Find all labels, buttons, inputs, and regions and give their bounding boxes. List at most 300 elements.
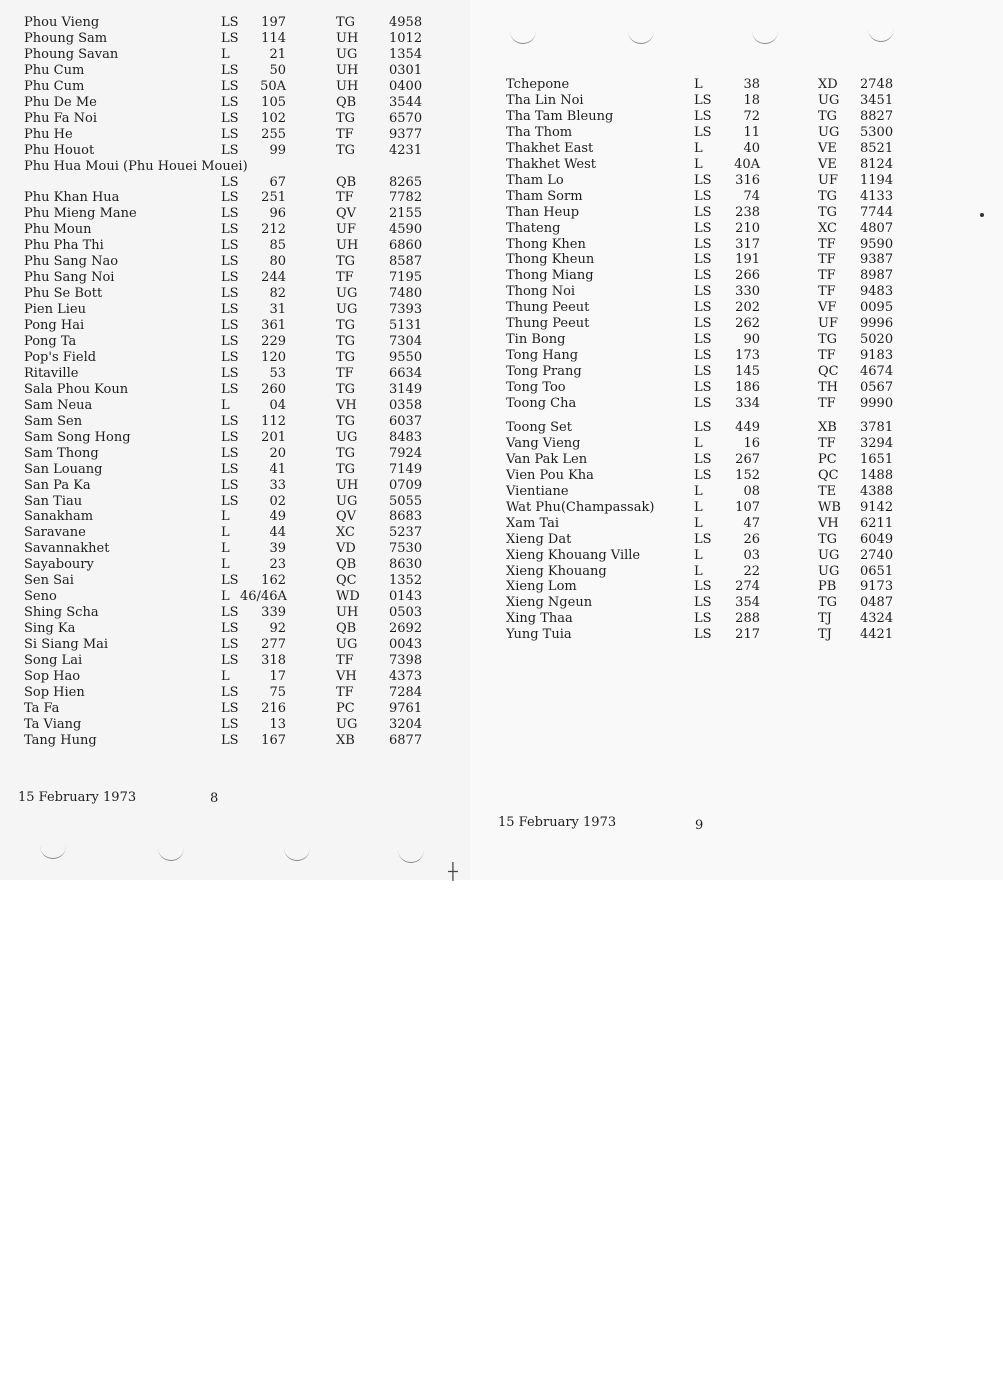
cell-code: 1012 — [389, 30, 423, 46]
cell-name: Thateng — [506, 220, 561, 236]
cell-grid: XD — [818, 77, 838, 92]
table-row — [0, 446, 470, 462]
cell-name: Xieng Khouang — [506, 563, 607, 579]
cell-code: 0301 — [389, 62, 423, 78]
table-row — [470, 548, 1003, 564]
cell-num: 354 — [735, 595, 760, 611]
cell-grid: TE — [818, 483, 837, 499]
cell-type: LS — [221, 286, 239, 302]
cell-code: 9590 — [860, 236, 894, 252]
cell-code: 2748 — [860, 77, 894, 92]
cell-num: 317 — [735, 236, 760, 252]
cell-type: LS — [694, 396, 712, 411]
cell-num: 41 — [269, 461, 286, 477]
cell-code: 0709 — [389, 477, 423, 493]
cell-code: 1194 — [860, 172, 894, 188]
cell-code: 0651 — [860, 563, 894, 579]
cell-type: LS — [221, 270, 239, 286]
table-row — [0, 334, 470, 350]
cell-type: LS — [221, 653, 239, 668]
cell-code: 4388 — [860, 483, 894, 499]
cell-grid: TG — [818, 531, 838, 547]
cell-code: 0567 — [860, 380, 894, 396]
cell-code: 7480 — [389, 286, 423, 302]
cell-grid: UF — [818, 316, 838, 332]
cell-num: 96 — [269, 206, 286, 222]
table-row — [0, 31, 470, 47]
table-row — [0, 509, 470, 525]
table-row — [470, 452, 1003, 468]
cell-num: 145 — [735, 364, 760, 380]
cell-type: L — [221, 557, 230, 573]
cell-code: 8827 — [860, 108, 894, 124]
cell-grid: UH — [336, 62, 359, 78]
cell-code: 1651 — [860, 451, 894, 467]
cell-num: 49 — [269, 509, 286, 525]
cell-num: 11 — [743, 124, 760, 140]
cell-num: 105 — [261, 94, 286, 110]
cell-type: LS — [221, 684, 239, 700]
cell-code: 4674 — [860, 364, 894, 380]
cell-type: L — [694, 515, 703, 531]
cell-num: 102 — [261, 110, 286, 126]
cell-grid: UG — [336, 429, 358, 445]
table-row — [0, 159, 470, 175]
table-row — [470, 125, 1003, 141]
cell-grid: TF — [818, 236, 836, 252]
cell-name: Van Pak Len — [506, 451, 588, 467]
cell-code: 4807 — [860, 220, 894, 236]
cell-type: L — [221, 46, 230, 62]
cell-type: LS — [221, 142, 239, 158]
cell-grid: TG — [818, 595, 838, 611]
cell-num: 173 — [735, 348, 760, 364]
cell-code: 6570 — [389, 110, 423, 126]
cell-name: Tong Prang — [506, 364, 582, 380]
footer-date-left: 15 February 1973 — [18, 790, 137, 805]
cell-grid: TG — [336, 318, 356, 334]
cell-num: 152 — [735, 467, 760, 483]
cell-code: 7398 — [389, 653, 423, 668]
table-row — [0, 589, 470, 605]
cell-num: 167 — [261, 732, 286, 748]
speck-mark — [980, 213, 984, 217]
cell-num: 85 — [269, 238, 286, 254]
cell-code: 7924 — [389, 445, 423, 461]
cell-name: Phu Cum — [24, 62, 85, 78]
cell-grid: UG — [818, 92, 840, 108]
cell-num: 23 — [269, 557, 286, 573]
cell-name: Vien Pou Kha — [506, 467, 594, 483]
cell-type: LS — [221, 621, 239, 637]
cell-type: LS — [221, 716, 239, 732]
cell-name: Tong Too — [506, 380, 566, 396]
table-row — [0, 254, 470, 270]
cell-type: LS — [221, 349, 239, 365]
cell-name: Phu Khan Hua — [24, 190, 120, 206]
cell-code: 3781 — [860, 419, 894, 435]
cell-num: 31 — [269, 302, 286, 318]
cell-code: 7530 — [389, 541, 423, 557]
cell-num: 67 — [269, 174, 286, 190]
cell-grid: TJ — [818, 611, 832, 627]
cell-grid: TG — [336, 334, 356, 349]
cell-name: Xam Tai — [506, 515, 560, 531]
cell-num: 16 — [743, 435, 760, 451]
cell-grid: QB — [336, 621, 357, 637]
cell-type: LS — [694, 204, 712, 220]
table-row — [470, 364, 1003, 380]
table-row — [470, 436, 1003, 452]
cell-code: 0358 — [389, 397, 423, 413]
cell-num: 17 — [269, 668, 286, 684]
cell-code: 0143 — [389, 589, 423, 605]
table-row — [0, 302, 470, 318]
cell-code: 8521 — [860, 140, 894, 156]
table-row — [470, 316, 1003, 332]
cell-num: 267 — [735, 451, 760, 467]
cell-grid: TG — [818, 108, 838, 124]
cell-num: 40 — [743, 140, 760, 156]
cell-name: Tham Sorm — [506, 188, 583, 204]
cell-code: 5300 — [860, 124, 894, 140]
cell-name: Tha Lin Noi — [506, 92, 584, 108]
cell-name: Xing Thaa — [506, 611, 573, 627]
cell-grid: QC — [818, 364, 839, 380]
cell-name: Phu He — [24, 126, 73, 142]
cell-type: LS — [221, 174, 239, 190]
cell-name: Sen Sai — [24, 573, 74, 589]
cell-type: LS — [221, 78, 239, 94]
table-row — [470, 468, 1003, 484]
cell-code: 8265 — [389, 174, 423, 190]
cell-type: L — [694, 140, 703, 156]
cell-type: L — [221, 589, 230, 605]
cell-type: LS — [694, 92, 712, 108]
table-row — [470, 141, 1003, 157]
table-row — [0, 127, 470, 143]
cell-name: Si Siang Mai — [24, 637, 109, 653]
cell-name: Saravane — [24, 525, 86, 541]
cell-type: LS — [694, 579, 712, 595]
table-row — [0, 63, 470, 79]
cell-type: LS — [694, 419, 712, 435]
cell-type: LS — [221, 493, 239, 509]
table-row — [0, 717, 470, 733]
table-row — [470, 300, 1003, 316]
cell-name: Song Lai — [24, 653, 83, 668]
cell-grid: QB — [336, 557, 357, 573]
cell-code: 1488 — [860, 467, 894, 483]
cell-type: L — [694, 483, 703, 499]
cell-type: LS — [221, 94, 239, 110]
table-row — [0, 414, 470, 430]
cell-num: 38 — [743, 77, 760, 92]
cell-type: LS — [694, 284, 712, 300]
cell-name: Vang Vieng — [506, 435, 581, 451]
cell-grid: QV — [336, 206, 357, 222]
cell-num: 04 — [269, 397, 286, 413]
cell-code: 7195 — [389, 270, 423, 286]
registration-cross-icon: ┼ — [448, 862, 458, 881]
cell-code: 8587 — [389, 254, 423, 270]
cell-grid: QV — [336, 509, 357, 525]
cell-type: LS — [221, 429, 239, 445]
cell-grid: TF — [336, 190, 354, 206]
table-row — [0, 525, 470, 541]
table-row — [0, 366, 470, 382]
cell-type: LS — [221, 254, 239, 270]
cell-name: Phu Se Bott — [24, 286, 103, 302]
cell-num: 92 — [269, 621, 286, 637]
cell-num: 02 — [269, 493, 286, 509]
cell-type: L — [221, 397, 230, 413]
cell-code: 4324 — [860, 611, 894, 627]
cell-name: Seno — [24, 589, 57, 605]
table-row — [470, 380, 1003, 396]
table-row — [0, 95, 470, 111]
cell-name: Xieng Lom — [506, 579, 577, 595]
cell-name: Wat Phu(Champassak) — [506, 499, 655, 515]
cell-type: LS — [694, 268, 712, 284]
cell-type: LS — [221, 573, 239, 589]
cell-type: LS — [221, 190, 239, 206]
cell-name: Tchepone — [506, 77, 570, 92]
cell-code: 9990 — [860, 396, 894, 411]
table-row — [0, 733, 470, 749]
cell-num: 266 — [735, 268, 760, 284]
cell-type: LS — [694, 348, 712, 364]
cell-num: 46/46A — [240, 589, 287, 605]
cell-type: LS — [694, 300, 712, 316]
cell-num: 21 — [269, 46, 286, 62]
cell-code: 2740 — [860, 547, 894, 563]
table-row — [0, 350, 470, 366]
table-row — [470, 532, 1003, 548]
cell-code: 6211 — [860, 515, 894, 531]
cell-type: L — [694, 77, 703, 92]
cell-grid: UG — [818, 563, 840, 579]
cell-grid: UH — [336, 30, 359, 46]
cell-code: 1354 — [389, 46, 423, 62]
cell-grid: XB — [336, 732, 355, 748]
cell-type: LS — [694, 364, 712, 380]
cell-num: 33 — [269, 477, 286, 493]
cell-code: 2155 — [389, 206, 423, 222]
cell-code: 5237 — [389, 525, 423, 541]
cell-grid: UG — [336, 716, 358, 732]
cell-name: Thakhet East — [506, 140, 594, 156]
cell-grid: TH — [818, 380, 839, 396]
cell-code: 7284 — [389, 684, 423, 700]
cell-type: LS — [221, 381, 239, 397]
cell-code: 0095 — [860, 300, 894, 316]
table-row — [0, 206, 470, 222]
cell-name: Phu Sang Noi — [24, 270, 115, 286]
table-row — [470, 396, 1003, 412]
cell-num: 201 — [261, 429, 286, 445]
cell-grid: WB — [818, 499, 841, 515]
table-row — [470, 109, 1003, 125]
cell-type: LS — [221, 126, 239, 142]
cell-num: 72 — [743, 108, 760, 124]
table-row — [0, 15, 470, 31]
cell-code: 8124 — [860, 156, 894, 172]
cell-type: L — [694, 563, 703, 579]
cell-num: 107 — [735, 499, 760, 515]
cell-num: 212 — [261, 222, 286, 238]
cell-type: LS — [694, 236, 712, 252]
cell-name: Phu Sang Nao — [24, 254, 119, 270]
cell-type: LS — [221, 206, 239, 222]
cell-type: LS — [221, 302, 239, 318]
table-row — [0, 270, 470, 286]
cell-type: L — [221, 525, 230, 541]
cell-num: 120 — [261, 349, 286, 365]
cell-name: Phu Moun — [24, 222, 92, 238]
cell-name: San Tiau — [24, 493, 83, 509]
cell-num: 339 — [261, 605, 286, 621]
table-row — [0, 222, 470, 238]
cell-num: 361 — [261, 318, 286, 334]
cell-name: Phoung Sam — [24, 30, 108, 46]
cell-name: Savannakhet — [24, 541, 110, 557]
cell-name: Phu Pha Thi — [24, 238, 104, 254]
cell-code: 6860 — [389, 238, 423, 254]
table-row — [0, 685, 470, 701]
cell-grid: TG — [336, 381, 356, 397]
cell-name: Sam Sen — [24, 413, 83, 429]
cell-name: Ritaville — [24, 365, 79, 381]
cell-code: 0400 — [389, 78, 423, 94]
cell-type: L — [694, 499, 703, 515]
cell-code: 9142 — [860, 499, 894, 515]
cell-type: LS — [694, 451, 712, 467]
cell-code: 8483 — [389, 429, 423, 445]
cell-name: Tham Lo — [506, 172, 564, 188]
cell-type: LS — [694, 627, 712, 643]
cell-name: Sam Song Hong — [24, 429, 131, 445]
cell-type: LS — [694, 611, 712, 627]
cell-name: Xieng Khouang Ville — [506, 547, 641, 563]
cell-name: Tang Hung — [24, 732, 97, 748]
cell-grid: TF — [818, 396, 836, 411]
table-row — [0, 430, 470, 446]
cell-code: 7149 — [389, 461, 423, 477]
cell-name: Sala Phou Koun — [24, 381, 129, 397]
cell-code: 4373 — [389, 668, 423, 684]
cell-grid: TF — [336, 684, 354, 700]
table-row — [470, 205, 1003, 221]
cell-name: Tong Hang — [506, 348, 579, 364]
cell-type: LS — [694, 380, 712, 396]
cell-num: 229 — [261, 334, 286, 349]
cell-name: Xieng Dat — [506, 531, 572, 547]
cell-grid: TG — [818, 204, 838, 220]
cell-name: Thong Khen — [506, 236, 586, 252]
cell-grid: TG — [336, 445, 356, 461]
cell-name: Ta Viang — [24, 716, 82, 732]
cell-grid: TF — [336, 365, 354, 381]
cell-num: 13 — [269, 716, 286, 732]
cell-name: Pop's Field — [24, 349, 97, 365]
cell-grid: TF — [818, 284, 836, 300]
cell-name: Phou Vieng — [24, 15, 100, 30]
cell-grid: QC — [818, 467, 839, 483]
cell-grid: QC — [336, 573, 357, 589]
cell-grid: XB — [818, 419, 837, 435]
cell-grid: PC — [336, 700, 355, 716]
table-row — [470, 516, 1003, 532]
cell-grid: TF — [336, 270, 354, 286]
cell-code: 3294 — [860, 435, 894, 451]
cell-code: 4421 — [860, 627, 894, 643]
cell-grid: WD — [336, 589, 360, 605]
cell-num: 39 — [269, 541, 286, 557]
cell-code: 6634 — [389, 365, 423, 381]
cell-name: Shing Scha — [24, 605, 99, 621]
cell-name: Phu Cum — [24, 78, 85, 94]
cell-num: 99 — [269, 142, 286, 158]
cell-name: Vientiane — [506, 483, 569, 499]
table-row — [0, 190, 470, 206]
cell-code: 9387 — [860, 252, 894, 268]
table-row — [470, 157, 1003, 173]
cell-grid: XC — [336, 525, 355, 541]
cell-name: Phoung Savan — [24, 46, 119, 62]
cell-type: LS — [221, 238, 239, 254]
cell-grid: UG — [336, 493, 358, 509]
cell-code: 9377 — [389, 126, 423, 142]
cell-grid: XC — [818, 220, 837, 236]
cell-type: LS — [694, 467, 712, 483]
cell-type: LS — [694, 220, 712, 236]
cell-grid: TG — [818, 332, 838, 348]
cell-code: 9483 — [860, 284, 894, 300]
cell-name: Xieng Ngeun — [506, 595, 593, 611]
cell-name: Toong Set — [506, 419, 572, 435]
cell-type: LS — [221, 413, 239, 429]
table-row — [470, 348, 1003, 364]
cell-grid: TG — [336, 110, 356, 126]
table-row — [470, 77, 1003, 93]
cell-type: LS — [221, 110, 239, 126]
cell-code: 9183 — [860, 348, 894, 364]
cell-grid: UG — [336, 637, 358, 653]
cell-type: L — [221, 509, 230, 525]
cell-type: LS — [221, 62, 239, 78]
cell-code: 0043 — [389, 637, 423, 653]
cell-grid: VE — [818, 140, 837, 156]
cell-code: 7304 — [389, 334, 423, 349]
table-row — [470, 221, 1003, 237]
cell-name: Tin Bong — [506, 332, 566, 348]
cell-num: 186 — [735, 380, 760, 396]
cell-grid: UG — [818, 547, 840, 563]
table-row — [0, 701, 470, 717]
cell-name: Phu De Me — [24, 94, 97, 110]
table-row — [0, 111, 470, 127]
cell-type: LS — [694, 188, 712, 204]
cell-num: 260 — [261, 381, 286, 397]
cell-name: Yung Tuia — [506, 627, 572, 643]
cell-code: 2692 — [389, 621, 423, 637]
cell-code: 5055 — [389, 493, 423, 509]
cell-code: 3451 — [860, 92, 894, 108]
table-row — [470, 252, 1003, 268]
cell-type: LS — [694, 595, 712, 611]
table-row — [0, 557, 470, 573]
